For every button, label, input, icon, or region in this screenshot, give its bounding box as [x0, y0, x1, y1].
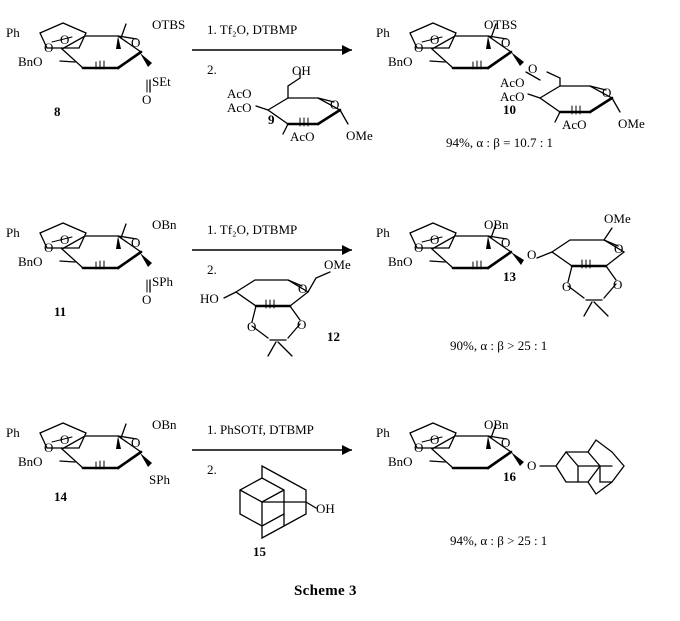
label-bno-13: BnO: [388, 254, 413, 269]
label-o-16b: O: [430, 432, 440, 447]
structure-13: [410, 223, 624, 316]
label-o-13e: O: [614, 241, 624, 256]
label-obn-16: OBn: [484, 417, 509, 432]
label-ph-14: Ph: [6, 425, 20, 440]
label-ome-13: OMe: [604, 211, 631, 226]
label-ph-13: Ph: [376, 225, 390, 240]
label-aco-9b: AcO: [227, 100, 252, 115]
yield-3: 94%, α : β > 25 : 1: [450, 533, 548, 548]
label-number-12: 12: [327, 329, 340, 344]
label-aco-9a: AcO: [227, 86, 252, 101]
label-otbs-8: OTBS: [152, 17, 186, 32]
label-oh-15: OH: [316, 501, 335, 516]
label-o-11a: O: [44, 240, 54, 255]
label-number-15: 15: [253, 544, 266, 559]
label-o-13c: O: [501, 235, 511, 250]
label-o-13b: O: [430, 232, 440, 247]
label-ome-12: OMe: [324, 257, 351, 272]
label-obn-14: OBn: [152, 417, 177, 432]
label-number-13: 13: [503, 269, 516, 284]
label-o-10b: O: [430, 32, 440, 47]
label-ph-8: Ph: [6, 25, 20, 40]
label-o-8d: O: [142, 92, 152, 107]
label-o-14b: O: [60, 432, 70, 447]
reaction-arrow-2: [192, 245, 352, 255]
conditions-3-step2: 2.: [207, 462, 217, 477]
label-bno-16: BnO: [388, 454, 413, 469]
label-o-11c: O: [131, 235, 141, 250]
label-o-13g: O: [613, 277, 623, 292]
label-o-16a: O: [414, 440, 424, 455]
label-set-8: SEt: [152, 74, 171, 89]
conditions-2-step1: 1. Tf₂O, DTBMP: [207, 222, 298, 237]
label-aco-10b: AcO: [500, 89, 525, 104]
label-number-14: 14: [54, 489, 67, 504]
label-o-14a: O: [44, 440, 54, 455]
conditions-2-step2: 2.: [207, 262, 217, 277]
label-sph-14: SPh: [149, 472, 170, 487]
label-ome-9: OMe: [346, 128, 373, 143]
label-ho-12: HO: [200, 291, 219, 306]
label-ph-16: Ph: [376, 425, 390, 440]
label-o-10d: O: [528, 61, 538, 76]
label-aco-10c: AcO: [562, 117, 587, 132]
label-bno-10: BnO: [388, 54, 413, 69]
label-sph-11: SPh: [152, 274, 173, 289]
label-number-8: 8: [54, 104, 61, 119]
label-aco-10a: AcO: [500, 75, 525, 90]
label-number-9: 9: [268, 112, 275, 127]
structure-11: [40, 223, 152, 292]
structure-15: [240, 466, 316, 538]
label-o-8c: O: [131, 35, 141, 50]
label-o-12a: O: [298, 281, 308, 296]
label-number-11: 11: [54, 304, 67, 319]
conditions-1-step2: 2.: [207, 62, 217, 77]
label-number-10: 10: [503, 102, 516, 117]
label-ome-10: OMe: [618, 116, 645, 131]
label-o-8a: O: [44, 40, 54, 55]
structure-12: [224, 272, 330, 356]
label-o-11b: O: [60, 232, 70, 247]
yield-1: 94%, α : β = 10.7 : 1: [446, 135, 554, 150]
label-o-13f: O: [562, 279, 572, 294]
label-bno-11: BnO: [18, 254, 43, 269]
label-obn-11: OBn: [152, 217, 177, 232]
label-o-16c: O: [501, 435, 511, 450]
label-o-8b: O: [60, 32, 70, 47]
label-oh-9: OH: [292, 63, 311, 78]
label-o-16d: O: [527, 458, 537, 473]
label-o-10c: O: [501, 35, 511, 50]
reaction-arrow-1: [192, 45, 352, 55]
label-o-11d: O: [142, 292, 152, 307]
label-o-13a: O: [414, 240, 424, 255]
conditions-3-step1: 1. PhSOTf, DTBMP: [207, 422, 314, 437]
label-obn-13: OBn: [484, 217, 509, 232]
label-bno-8: BnO: [18, 54, 43, 69]
yield-2: 90%, α : β > 25 : 1: [450, 338, 548, 353]
label-ph-10: Ph: [376, 25, 390, 40]
label-ph-11: Ph: [6, 225, 20, 240]
label-o-12c: O: [297, 317, 307, 332]
label-o-10e: O: [602, 85, 612, 100]
label-o-12b: O: [247, 319, 257, 334]
label-number-16: 16: [503, 469, 516, 484]
reaction-arrow-3: [192, 445, 352, 455]
label-o-9: O: [330, 97, 340, 112]
scheme-caption: Scheme 3: [294, 583, 357, 599]
conditions-1-step1: 1. Tf₂O, DTBMP: [207, 22, 298, 37]
label-o-10a: O: [414, 40, 424, 55]
label-o-14c: O: [131, 435, 141, 450]
structure-8: [40, 23, 152, 92]
label-otbs-10: OTBS: [484, 17, 518, 32]
structure-16: [410, 423, 624, 494]
label-aco-9c: AcO: [290, 129, 315, 144]
label-o-13d: O: [527, 247, 537, 262]
label-bno-14: BnO: [18, 454, 43, 469]
